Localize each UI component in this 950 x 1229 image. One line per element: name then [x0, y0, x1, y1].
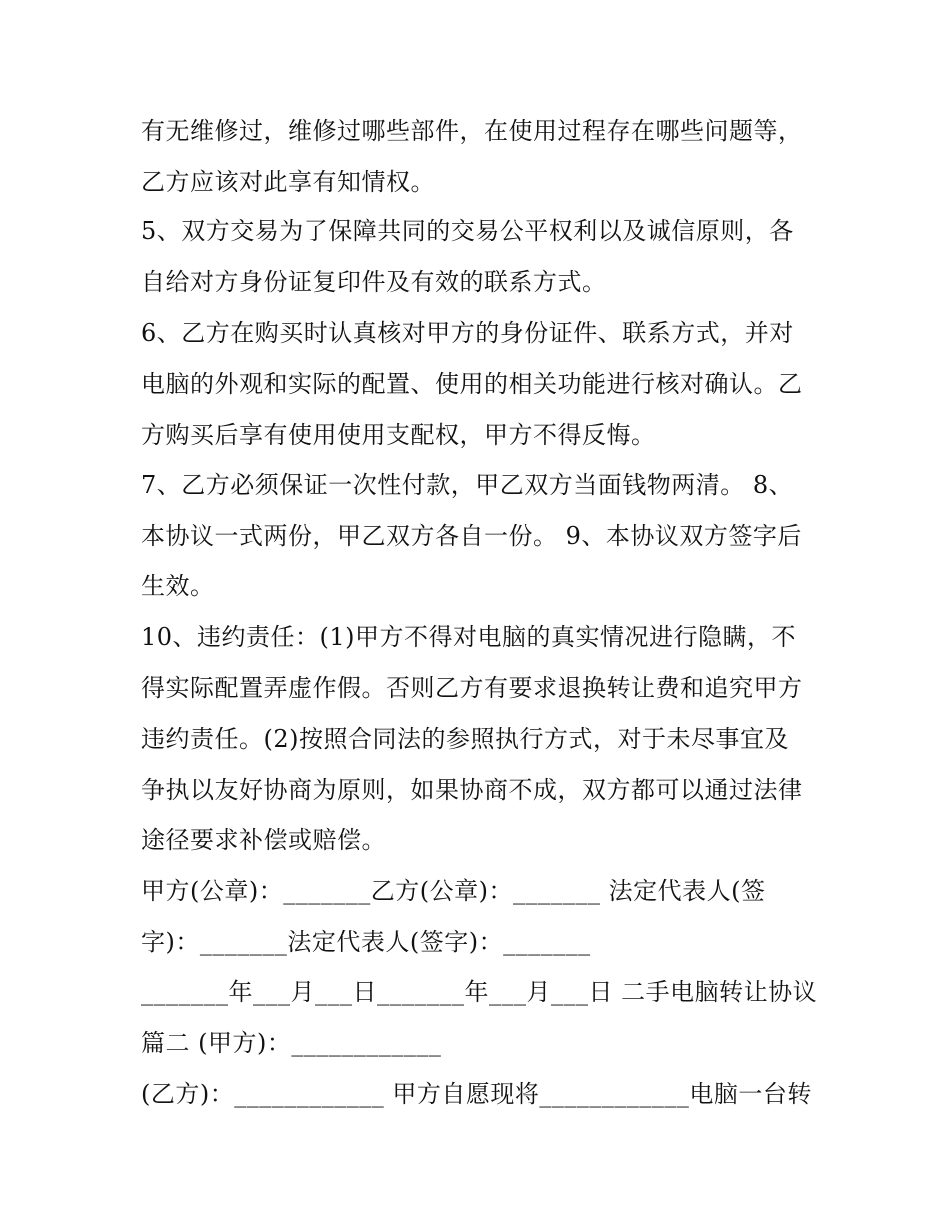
- text-line: 得实际配置弄虚作假。否则乙方有要求退换转让费和追究甲方: [141, 674, 803, 702]
- text-line: 生效。: [141, 572, 215, 600]
- text-line: 字)：_______法定代表人(签字)：_______: [141, 928, 591, 956]
- text-line: (乙方)：____________ 甲方自愿现将____________电脑一台转: [141, 1080, 812, 1108]
- text-line: 乙方应该对此享有知情权。: [141, 168, 435, 196]
- text-line: 篇二 (甲方)：____________: [141, 1029, 442, 1057]
- text-line: 7、乙方必须保证一次性付款，甲乙双方当面钱物两清。 8、: [141, 471, 794, 499]
- text-line: 方购买后享有使用使用支配权，甲方不得反悔。: [141, 421, 656, 449]
- text-line: 电脑的外观和实际的配置、使用的相关功能进行核对确认。乙: [141, 370, 803, 398]
- text-line: 甲方(公章)：_______乙方(公章)：_______ 法定代表人(签: [141, 877, 766, 905]
- text-line: 5、双方交易为了保障共同的交易公平权利以及诚信原则，各: [141, 217, 794, 245]
- text-line: 本协议一式两份，甲乙双方各自一份。 9、本协议双方签字后: [141, 522, 802, 550]
- text-line: 争执以友好协商为原则，如果协商不成，双方都可以通过法律: [141, 776, 803, 804]
- text-line: 10、违约责任：(1)甲方不得对电脑的真实情况进行隐瞒，不: [141, 623, 797, 651]
- text-line: 途径要求补偿或赔偿。: [141, 826, 386, 854]
- text-line: 6、乙方在购买时认真核对甲方的身份证件、联系方式，并对: [141, 319, 794, 347]
- text-line: 自给对方身份证复印件及有效的联系方式。: [141, 268, 607, 296]
- text-line: 有无维修过，维修过哪些部件，在使用过程存在哪些问题等，: [141, 117, 803, 145]
- text-line: _______年___月___日_______年___月___日 二手电脑转让协议: [141, 978, 818, 1006]
- text-line: 违约责任。(2)按照合同法的参照执行方式，对于未尽事宜及: [141, 725, 789, 753]
